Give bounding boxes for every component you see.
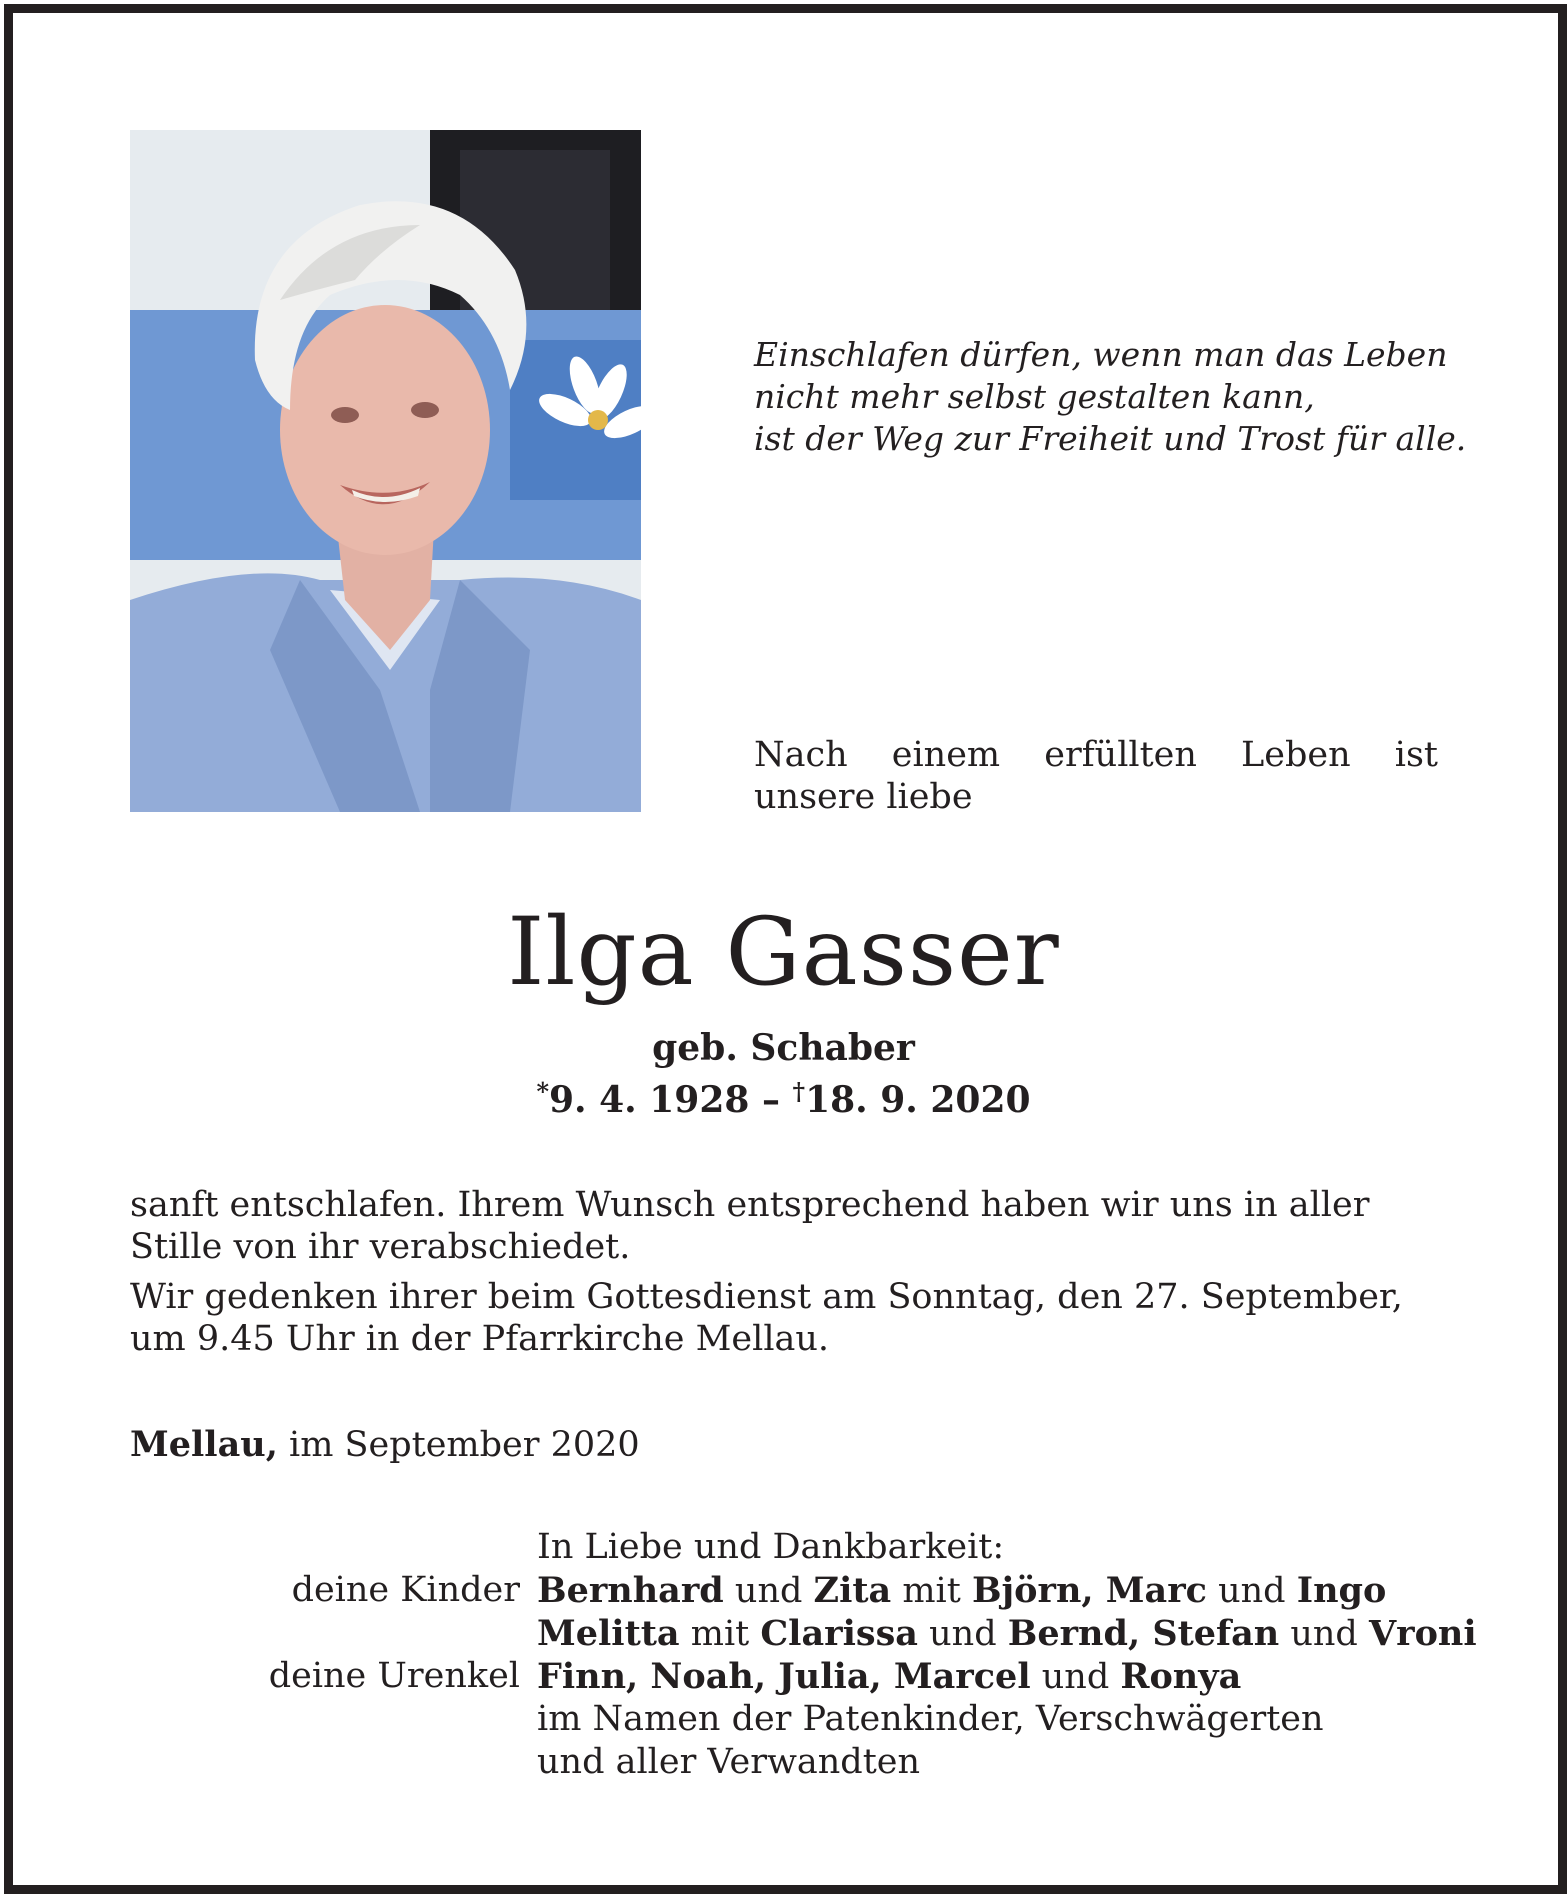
connector-text: mit — [679, 1614, 761, 1654]
date-separator: – — [749, 1079, 793, 1121]
closing-line: und aller Verwandten — [537, 1742, 921, 1782]
name-segment: Ronya — [1120, 1656, 1242, 1697]
birth-date: 9. 4. 1928 — [549, 1079, 750, 1121]
children-line — [537, 1569, 1386, 1613]
signature-block — [0, 1526, 1567, 1784]
name-segment: Bernhard — [537, 1570, 724, 1611]
quote-line: ist der Weg zur Freiheit und Trost für alle. — [754, 419, 1467, 458]
children-line — [537, 1612, 1477, 1656]
name-segment: Clarissa — [760, 1613, 918, 1654]
intro-text: Nach einem erfüllten Leben ist unsere liebe — [754, 735, 1438, 817]
death-date: 18. 9. 2020 — [805, 1079, 1031, 1121]
maiden-name: geb. Schaber — [652, 1027, 915, 1069]
name-segment: Björn, Marc — [971, 1570, 1207, 1611]
obituary-body — [130, 1184, 1438, 1368]
signature-heading: In Liebe und Dankbarkeit: — [537, 1527, 1005, 1567]
connector-text: und — [1206, 1571, 1297, 1611]
quote-line: Einschlafen dürfen, wenn man das Leben — [754, 335, 1448, 374]
connector-text: und — [917, 1614, 1008, 1654]
connector-text: und — [1030, 1657, 1121, 1697]
death-symbol: † — [792, 1077, 806, 1106]
connector-text: mit — [891, 1571, 972, 1611]
name-segment: Ingo — [1296, 1570, 1387, 1611]
name-segment: Finn, Noah, Julia, Marcel — [537, 1656, 1031, 1697]
place-date: im September 2020 — [277, 1425, 640, 1465]
name-segment: Vroni — [1368, 1613, 1477, 1654]
memorial-quote — [754, 334, 1474, 460]
place-and-date — [130, 1424, 640, 1466]
portrait-illustration — [130, 130, 641, 812]
body-paragraph: Wir gedenken ihrer beim Gottesdienst am Sonntag, den 27. September, um 9.45 Uhr in der Pfarrkirche Mellau. — [130, 1277, 1403, 1359]
body-paragraph: sanft entschlafen. Ihrem Wunsch entsprechend haben wir uns in aller Stille von ihr verabschiedet. — [130, 1185, 1370, 1267]
connector-text: und — [1279, 1614, 1369, 1654]
portrait-photo — [130, 130, 641, 812]
place-town: Mellau, — [130, 1424, 278, 1465]
name-segment: Zita — [813, 1570, 892, 1611]
connector-text: und — [723, 1571, 814, 1611]
life-dates — [0, 1070, 1567, 1122]
deceased-name: Ilga Gasser — [507, 898, 1060, 1007]
greatgrandchildren-line — [537, 1655, 1241, 1699]
greatgrandchildren-label: deine Urenkel — [268, 1656, 520, 1696]
children-label: deine Kinder — [291, 1570, 520, 1610]
name-segment: Melitta — [537, 1613, 680, 1654]
name-segment: Bernd, Stefan — [1007, 1613, 1280, 1654]
closing-line: im Namen der Patenkinder, Verschwägerten — [537, 1699, 1324, 1739]
quote-line: nicht mehr selbst gestalten kann, — [754, 377, 1315, 416]
birth-symbol: * — [536, 1077, 549, 1106]
